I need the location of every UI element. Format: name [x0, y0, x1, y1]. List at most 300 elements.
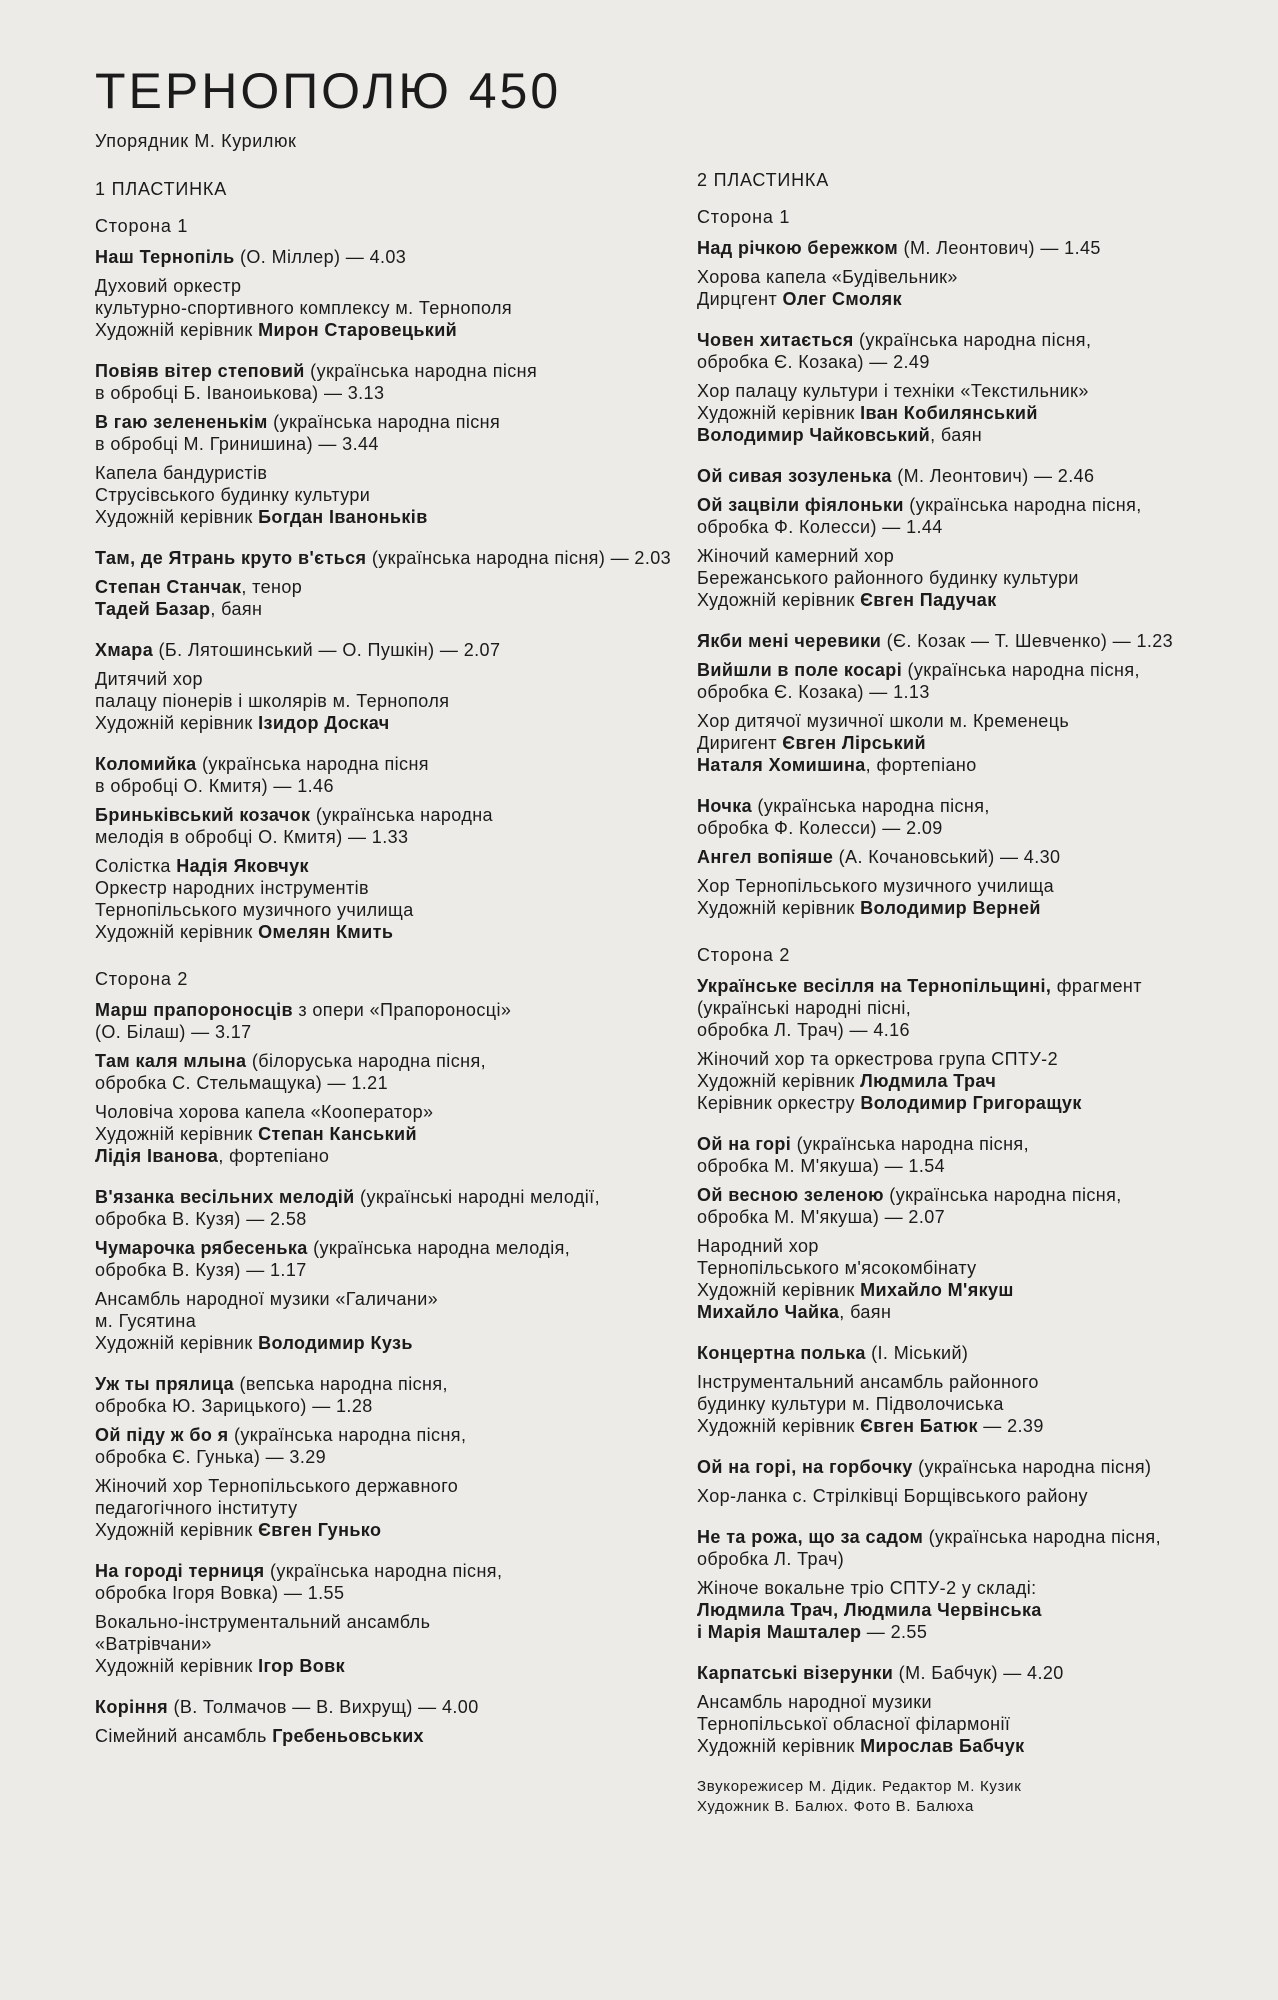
- track-line: [95, 1446, 655, 1468]
- track-line: [95, 360, 655, 382]
- performer-name: Людмила Трач: [860, 1071, 997, 1091]
- performer-text: Сімейний ансамбль: [95, 1726, 273, 1746]
- track-info: (українська народна пісня,: [928, 1527, 1161, 1547]
- track-line: [95, 639, 655, 661]
- performer-line: [697, 1301, 1257, 1323]
- track-line: [697, 659, 1257, 681]
- track-line: [95, 1186, 655, 1208]
- performer-block: [697, 1485, 1257, 1507]
- performer-line: [95, 1101, 655, 1123]
- performer-text: Дирцгент: [697, 289, 783, 309]
- track-title: Коломийка: [95, 754, 197, 774]
- performer-text: Хорова капела «Будівельник»: [697, 267, 958, 287]
- performer-role: , тенор: [241, 577, 303, 597]
- performer-text: Хор-ланка с. Стрілківці Борщівського району: [697, 1486, 1088, 1506]
- track-line: [95, 1259, 655, 1281]
- track-entry: [697, 659, 1257, 703]
- track-title: Наш Тернопіль: [95, 247, 235, 267]
- performer-name: Михайло М'якуш: [860, 1280, 1014, 1300]
- track-entry: [95, 1050, 655, 1094]
- track-entry: [95, 753, 655, 797]
- performer-name: Лідія Іванова: [95, 1146, 219, 1166]
- performer-text: Художній керівник: [95, 713, 259, 733]
- track-info: (українська народна пісня,: [889, 1185, 1122, 1205]
- track-info: обробка Є. Козака) — 1.13: [697, 682, 930, 702]
- track-title: Концертна полька: [697, 1343, 866, 1363]
- compiler-credit: Упорядник М. Курилюк: [95, 131, 297, 151]
- performer-line: [95, 1497, 655, 1519]
- track-line: [95, 1050, 655, 1072]
- performer-line: [95, 1633, 655, 1655]
- performer-text: Керівник оркестру: [697, 1093, 861, 1113]
- performer-line: [697, 288, 1257, 310]
- track-info: (українська народна пісня,: [907, 660, 1140, 680]
- performer-line: [95, 462, 655, 484]
- track-info: (українська народна пісня) — 2.03: [371, 548, 672, 568]
- performer-line: [95, 1655, 655, 1677]
- performer-name: Володимир Григоращук: [860, 1093, 1082, 1113]
- track-line: [697, 1342, 1257, 1364]
- performer-name: Мирон Старовецький: [258, 320, 458, 340]
- performer-block: [697, 875, 1257, 919]
- performer-line: [697, 1621, 1257, 1643]
- track-entry: [697, 1456, 1257, 1478]
- performer-text: Жіночий хор Тернопільського державного: [95, 1476, 459, 1496]
- track-entry: [95, 1560, 655, 1604]
- performer-name: Олег Смоляк: [782, 289, 902, 309]
- performer-block: [697, 1691, 1257, 1757]
- performer-text: Тернопільської обласної філармонії: [697, 1714, 1011, 1734]
- performer-text: культурно-спортивного комплексу м. Тернополя: [95, 298, 513, 318]
- track-title: Хмара: [95, 640, 154, 660]
- performer-text: Жіноче вокальне тріо СПТУ-2 у складі:: [697, 1578, 1037, 1598]
- track-line: [95, 547, 672, 569]
- performer-line: [95, 1725, 655, 1747]
- track-entry: [95, 1237, 655, 1281]
- track-info: мелодія в обробці О. Кмитя) — 1.33: [95, 827, 409, 847]
- track-title: Там каля млына: [95, 1051, 247, 1071]
- track-info: обробка Л. Трач): [697, 1549, 845, 1569]
- performer-text: Хор палацу культури і техніки «Текстильник»: [697, 381, 1089, 401]
- track-info: (М. Бабчук) — 4.20: [898, 1663, 1064, 1683]
- album-title: ТЕРНОПОЛЮ 450: [95, 63, 562, 119]
- track-entry: [95, 1696, 655, 1718]
- side-label: Сторона 2: [95, 969, 189, 989]
- track-line: [95, 382, 655, 404]
- track-title: Коріння: [95, 1697, 169, 1717]
- track-line: [95, 775, 655, 797]
- track-info: (українська народна пісня,: [269, 1561, 503, 1581]
- track-entry: [697, 237, 1257, 259]
- performer-text: Хор Тернопільського музичного училища: [697, 876, 1055, 896]
- track-info: обробка Ігоря Вовка) — 1.55: [95, 1583, 345, 1603]
- track-info: (українська народна пісня): [918, 1457, 1152, 1477]
- performer-block: [697, 1048, 1257, 1114]
- performer-text: Жіночий камерний хор: [697, 546, 895, 566]
- track-line: [697, 1184, 1257, 1206]
- performer-text: Художній керівник: [95, 320, 259, 340]
- performer-line: [95, 1123, 655, 1145]
- performer-name: Володимир Кузь: [258, 1333, 413, 1353]
- track-info: (А. Кочановський) — 4.30: [838, 847, 1061, 867]
- disc-label: 2 ПЛАСТИНКА: [697, 170, 829, 190]
- track-info: (українська народна пісня: [273, 412, 501, 432]
- track-line: [697, 1133, 1257, 1155]
- track-info: в обробці О. Кмитя) — 1.46: [95, 776, 334, 796]
- track-title: Човен хитається: [697, 330, 854, 350]
- performer-name: Омелян Кмить: [258, 922, 394, 942]
- track-title: Ой сивая зозуленька: [697, 466, 892, 486]
- track-title: Ой весною зеленою: [697, 1185, 884, 1205]
- performer-name: Надія Яковчук: [176, 856, 309, 876]
- track-line: [95, 1424, 655, 1446]
- performer-text: Художній керівник: [697, 1280, 861, 1300]
- track-line: [697, 237, 1257, 259]
- side-label: Сторона 1: [95, 216, 189, 236]
- performer-text: Тернопільського музичного училища: [95, 900, 414, 920]
- track-info: (О. Білаш) — 3.17: [95, 1022, 252, 1042]
- track-line: [697, 681, 1257, 703]
- performer-text: Хор дитячої музичної школи м. Кременець: [697, 711, 1070, 731]
- track-title: В'язанка весільних мелодій: [95, 1187, 355, 1207]
- performer-name: Степан Станчак: [95, 577, 242, 597]
- performer-text: Художній керівник: [697, 1416, 861, 1436]
- credit-line: Художник В. Балюх. Фото В. Балюха: [697, 1798, 974, 1815]
- performer-name: Євген Падучак: [860, 590, 997, 610]
- track-info: (О. Міллер) — 4.03: [239, 247, 407, 267]
- track-info: обробка М. М'якуша) — 2.07: [697, 1207, 946, 1227]
- performer-role: , фортепіано: [218, 1146, 330, 1166]
- performer-name: Степан Канський: [258, 1124, 417, 1144]
- performer-line: [95, 899, 655, 921]
- performer-line: [697, 1691, 1257, 1713]
- performer-text: Художній керівник: [697, 403, 861, 423]
- performer-line: [697, 1070, 1257, 1092]
- side-label: Сторона 1: [697, 207, 791, 227]
- track-line: [697, 1456, 1257, 1478]
- track-entry: [697, 494, 1257, 538]
- track-entry: [697, 1184, 1257, 1228]
- performer-line: [697, 1235, 1257, 1257]
- track-title: Вийшли в поле косарі: [697, 660, 903, 680]
- performer-line: [697, 1279, 1257, 1301]
- performer-line: [697, 567, 1257, 589]
- track-line: [697, 465, 1257, 487]
- performer-name: Євген Гунько: [258, 1520, 382, 1540]
- performer-line: [95, 1145, 655, 1167]
- track-line: [95, 1072, 655, 1094]
- performer-block: [697, 266, 1257, 310]
- performer-text: Художній керівник: [95, 1333, 259, 1353]
- performer-block: [697, 1235, 1257, 1323]
- performer-line: [95, 297, 655, 319]
- performer-role: , баян: [930, 425, 983, 445]
- track-line: [95, 1560, 655, 1582]
- performer-name: Людмила Трач, Людмила Червінська: [697, 1600, 1042, 1620]
- track-title: Українське весілля на Тернопільщині,: [697, 976, 1052, 996]
- performer-line: [95, 1611, 655, 1633]
- track-line: [697, 846, 1257, 868]
- performer-name: Ізидор Доскач: [258, 713, 390, 733]
- track-entry: [95, 804, 655, 848]
- performer-block: [95, 576, 655, 620]
- performer-line: [697, 732, 1257, 754]
- track-entry: [697, 1526, 1257, 1570]
- performer-text: Жіночий хор та оркестрова група СПТУ-2: [697, 1049, 1058, 1069]
- performer-text: Художній керівник: [95, 507, 259, 527]
- credit-line: Звукорежисер М. Дідик. Редактор М. Кузик: [697, 1778, 1022, 1795]
- track-info: обробка Є. Козака) — 2.49: [697, 352, 930, 372]
- track-entry: [95, 639, 655, 661]
- track-info: (білоруська народна пісня,: [251, 1051, 486, 1071]
- performer-text: Художній керівник: [95, 1656, 259, 1676]
- track-info: (В. Толмачов — В. Вихрущ) — 4.00: [173, 1697, 479, 1717]
- performer-text: Художній керівник: [697, 590, 861, 610]
- track-info: (українська народна пісня,: [233, 1425, 467, 1445]
- track-info: (М. Леонтович) — 1.45: [903, 238, 1101, 258]
- track-entry: [95, 411, 655, 455]
- performer-block: [697, 710, 1257, 776]
- performer-text: будинку культури м. Підволочиська: [697, 1394, 1004, 1414]
- performer-line: [95, 1310, 655, 1332]
- track-title: Уж ты прялица: [95, 1374, 235, 1394]
- performer-line: [697, 424, 1257, 446]
- performer-text: Художній керівник: [697, 1071, 861, 1091]
- performer-text: Художній керівник: [697, 1736, 861, 1756]
- performer-name: Тадей Базар: [95, 599, 211, 619]
- track-title: Чумарочка рябесенька: [95, 1238, 308, 1258]
- performer-line: [697, 589, 1257, 611]
- track-info: (українська народна пісня: [201, 754, 429, 774]
- performer-line: [95, 668, 655, 690]
- performer-block: [95, 275, 655, 341]
- track-info: (Є. Козак — Т. Шевченко) — 1.23: [886, 631, 1174, 651]
- performer-line: [95, 598, 655, 620]
- performer-name: Іван Кобилянський: [860, 403, 1038, 423]
- performer-text: Інструментальний ансамбль районного: [697, 1372, 1039, 1392]
- performer-block: [697, 545, 1257, 611]
- track-entry: [697, 1662, 1257, 1684]
- performer-text: Художній керівник: [95, 1124, 259, 1144]
- performer-name: Наталя Хомишина: [697, 755, 866, 775]
- track-info: (українська народна пісня,: [796, 1134, 1029, 1154]
- track-title: Ночка: [697, 796, 753, 816]
- performer-name: Ігор Вовк: [258, 1656, 346, 1676]
- track-line: [95, 1696, 655, 1718]
- performer-line: [95, 855, 655, 877]
- performer-block: [95, 1611, 655, 1677]
- performer-line: [95, 712, 655, 734]
- track-line: [697, 817, 1257, 839]
- performer-line: [95, 921, 655, 943]
- track-title: Бриньківський козачок: [95, 805, 311, 825]
- track-title: Ой на горі: [697, 1134, 792, 1154]
- track-line: [95, 433, 655, 455]
- performer-line: [95, 484, 655, 506]
- performer-line: [697, 1048, 1257, 1070]
- performer-block: [95, 855, 655, 943]
- performer-line: [697, 266, 1257, 288]
- performer-line: [697, 1485, 1257, 1507]
- performer-line: [697, 380, 1257, 402]
- track-line: [95, 411, 655, 433]
- track-entry: [95, 1373, 655, 1417]
- track-entry: [95, 1186, 655, 1230]
- track-info: в обробці Б. Іваноиькова) — 3.13: [95, 383, 385, 403]
- track-line: [697, 329, 1257, 351]
- production-credits: [697, 1777, 1257, 1817]
- track-line: [697, 1526, 1257, 1548]
- performer-role: , баян: [839, 1302, 892, 1322]
- performer-text: Вокально-інструментальний ансамбль: [95, 1612, 431, 1632]
- performer-name: Володимир Верней: [860, 898, 1041, 918]
- track-entry: [697, 846, 1257, 868]
- performer-line: [697, 1577, 1257, 1599]
- performer-line: [95, 690, 655, 712]
- performer-line: [697, 754, 1257, 776]
- performer-text: палацу піонерів і школярів м. Тернополя: [95, 691, 450, 711]
- track-info: (українська народна пісня,: [757, 796, 990, 816]
- track-line: [95, 1021, 655, 1043]
- performer-name: і Марія Машталер: [697, 1622, 862, 1642]
- track-info: (М. Леонтович) — 2.46: [897, 466, 1095, 486]
- track-info: обробка Є. Гунька) — 3.29: [95, 1447, 327, 1467]
- track-info: (українська народна: [315, 805, 493, 825]
- track-line: [697, 997, 1257, 1019]
- track-title: Над річкою бережком: [697, 238, 899, 258]
- performer-line: [95, 1288, 655, 1310]
- track-info: обробка В. Кузя) — 1.17: [95, 1260, 307, 1280]
- track-entry: [697, 329, 1257, 373]
- performer-text: Струсівського будинку культури: [95, 485, 371, 505]
- disc-label: 1 ПЛАСТИНКА: [95, 179, 227, 199]
- track-info: фрагмент: [1056, 976, 1142, 996]
- performer-block: [95, 1101, 655, 1167]
- performer-text: Дитячий хор: [95, 669, 203, 689]
- track-info: (Б. Лятошинський — О. Пушкін) — 2.07: [158, 640, 501, 660]
- performer-name: Богдан Іваноньків: [258, 507, 428, 527]
- track-info: в обробці М. Гринишина) — 3.44: [95, 434, 379, 454]
- performer-name: Михайло Чайка: [697, 1302, 840, 1322]
- performer-text: Тернопільського м'ясокомбінату: [697, 1258, 977, 1278]
- track-line: [95, 804, 655, 826]
- track-line: [697, 1548, 1257, 1570]
- performer-line: [95, 1475, 655, 1497]
- performer-name: Євген Лірський: [782, 733, 926, 753]
- track-info: обробка Ф. Колесси) — 1.44: [697, 517, 943, 537]
- track-title: Марш прапороносців: [95, 1000, 293, 1020]
- performer-text: Художній керівник: [697, 898, 861, 918]
- track-entry: [95, 1424, 655, 1468]
- performer-text: Народний хор: [697, 1236, 819, 1256]
- performer-text: Диригент: [697, 733, 783, 753]
- track-line: [95, 826, 655, 848]
- disc-2-column: [697, 169, 1257, 1817]
- performer-block: [697, 380, 1257, 446]
- track-info: обробка С. Стельмащука) — 1.21: [95, 1073, 388, 1093]
- performer-line: [697, 402, 1257, 424]
- track-title: Повіяв вітер степовий: [95, 361, 305, 381]
- performer-line: [697, 1735, 1257, 1757]
- performer-role: , баян: [210, 599, 263, 619]
- track-info: (українські народні мелодії,: [360, 1187, 600, 1207]
- track-line: [95, 1208, 655, 1230]
- track-info: (українська народна мелодія,: [313, 1238, 571, 1258]
- track-entry: [697, 1133, 1257, 1177]
- track-entry: [95, 999, 655, 1043]
- performer-block: [95, 668, 655, 734]
- track-line: [697, 975, 1257, 997]
- track-info: обробка М. М'якуша) — 1.54: [697, 1156, 946, 1176]
- track-entry: [95, 360, 655, 404]
- track-line: [697, 516, 1257, 538]
- performer-text: педагогічного інституту: [95, 1498, 298, 1518]
- performer-text: Солістка: [95, 856, 177, 876]
- track-info: обробка Ф. Колесси) — 2.09: [697, 818, 943, 838]
- performer-block: [95, 1288, 655, 1354]
- performer-text: Ансамбль народної музики «Галичани»: [95, 1289, 439, 1309]
- performer-text: Бережанського районного будинку культури: [697, 568, 1079, 588]
- track-line: [95, 753, 655, 775]
- track-line: [697, 494, 1257, 516]
- track-info: з опери «Прапороносці»: [298, 1000, 512, 1020]
- performer-duration: — 2.39: [977, 1416, 1044, 1436]
- performer-text: Ансамбль народної музики: [697, 1692, 932, 1712]
- track-entry: [95, 547, 672, 569]
- track-title: В гаю зелененькім: [95, 412, 268, 432]
- performer-text: Чоловіча хорова капела «Кооператор»: [95, 1102, 434, 1122]
- performer-name: Володимир Чайковський: [697, 425, 931, 445]
- track-title: Ой піду ж бо я: [95, 1425, 229, 1445]
- performer-line: [95, 1332, 655, 1354]
- side-label: Сторона 2: [697, 945, 791, 965]
- performer-block: [697, 1371, 1257, 1437]
- performer-role: , фортепіано: [865, 755, 977, 775]
- track-title: Ангел вопіяше: [697, 847, 834, 867]
- performer-block: [95, 1475, 655, 1541]
- track-info: (І. Міський): [871, 1343, 969, 1363]
- track-info: обробка Л. Трач) — 4.16: [697, 1020, 910, 1040]
- performer-line: [697, 897, 1257, 919]
- track-info: (українська народна пісня,: [909, 495, 1142, 515]
- performer-text: Художній керівник: [95, 1520, 259, 1540]
- performer-line: [95, 1519, 655, 1541]
- performer-line: [697, 1393, 1257, 1415]
- performer-text: «Ватрівчани»: [95, 1634, 212, 1654]
- track-entry: [697, 975, 1257, 1041]
- performer-text: Духовий оркестр: [95, 276, 242, 296]
- performer-name: Гребеньовських: [272, 1726, 424, 1746]
- track-line: [697, 1155, 1257, 1177]
- track-info: (вепська народна пісня,: [239, 1374, 448, 1394]
- track-title: Ой на горі, на горбочку: [697, 1457, 913, 1477]
- track-title: Не та рожа, що за садом: [697, 1527, 924, 1547]
- track-line: [95, 246, 655, 268]
- performer-line: [95, 877, 655, 899]
- performer-line: [697, 1092, 1257, 1114]
- performer-line: [697, 1713, 1257, 1735]
- performer-line: [697, 1257, 1257, 1279]
- performer-block: [95, 1725, 655, 1747]
- performer-text: Капела бандуристів: [95, 463, 268, 483]
- track-title: Якби мені черевики: [697, 631, 882, 651]
- track-entry: [95, 246, 655, 268]
- performer-line: [697, 710, 1257, 732]
- track-line: [697, 1206, 1257, 1228]
- track-info: (українська народна пісня: [310, 361, 538, 381]
- disc-1-column: [95, 178, 672, 1766]
- performer-name: Мирослав Бабчук: [860, 1736, 1025, 1756]
